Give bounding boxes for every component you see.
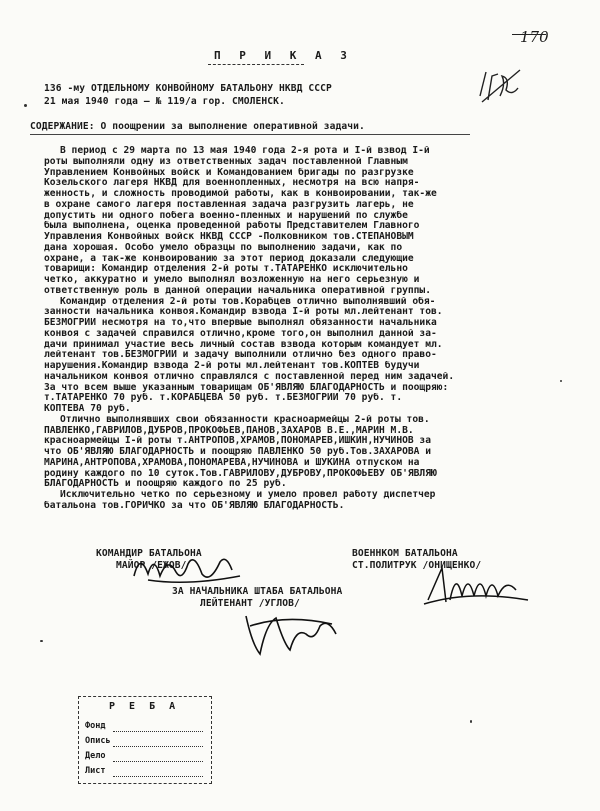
body-line: т.ТАТАРЕНКО 70 руб. т.КОРАБЦЕВА 50 руб. т.БЕЗМОГРИЙ 70 руб. т. xyxy=(44,393,403,404)
body-line: женность, и сложность проводимой работы, как в конвоировании, так-же xyxy=(44,189,437,199)
body-line: начальником конвоя отлично справлялся с поставленной перед ним задачей. xyxy=(44,371,455,382)
staff-chief-name: ЛЕЙТЕНАНТ /УГЛОВ/ xyxy=(200,598,300,609)
body-line: лейтенант тов.БЕЗМОГРИЙ и задачу выполнили отлично без одного право- xyxy=(44,350,437,361)
body-line: КОПТЕВА 70 руб. xyxy=(44,404,131,414)
commander-title: КОМАНДИР БАТАЛЬОНА xyxy=(96,548,202,559)
body-line: охране, а так-же конвоированию за этот период доказали следующие xyxy=(44,253,414,264)
body-line: родину каждого по 10 суток.Тов.ГАВРИЛОВУ,ДУБРОВУ,ПРОКОФЬЕВУ ОБ'ЯВЛЯЮ xyxy=(44,468,437,479)
body-line: Командир отделения 2-й роты тов.Корабцев отлично выполнявший обя- xyxy=(60,296,436,307)
archive-stamp xyxy=(78,696,212,784)
body-line: Управления Конвойных войск НКВД СССР -Полковником тов.СТЕПАНОВЫМ xyxy=(44,232,414,242)
archive-stamp-delo-line xyxy=(113,761,203,762)
archive-stamp-list-label: Лист xyxy=(85,766,106,776)
archive-stamp-opis-line xyxy=(113,746,203,747)
body-line: занности начальника конвоя.Командир взвода I-й роты мл.лейтенант тов. xyxy=(44,307,443,318)
body-line: батальона тов.ГОРИЧКО за что ОБ'ЯВЛЯЮ БЛАГОДАРНОСТЬ. xyxy=(44,500,345,511)
archive-stamp-fond-label: Фонд xyxy=(85,721,106,731)
staff-chief-title: ЗА НАЧАЛЬНИКА ШТАБА БАТАЛЬОНА xyxy=(172,586,343,597)
handwritten-margin-number xyxy=(476,66,524,106)
commissar-name: СТ.ПОЛИТРУК /ОНИЩЕНКО/ xyxy=(352,560,482,571)
page-number: 170 xyxy=(520,28,549,46)
copy-speck xyxy=(24,104,27,107)
order-subject: СОДЕРЖАНИЕ: О поощрении за выполнение оперативной задачи. xyxy=(30,121,365,132)
body-line: Козельского лагеря НКВД для военнопленных, несмотря на всю напря- xyxy=(44,178,420,189)
body-line: дана хорошая. Особо умело образцы по выполнению задачи, как по xyxy=(44,242,403,253)
body-line: роты выполняли одну из ответственных задач поставленной Главным xyxy=(44,156,408,167)
body-line: четко, аккуратно и умело выполнял возложенную на него серьезную и xyxy=(44,275,420,285)
body-line: Отлично выполнявших свои обязанности красноармейцы 2-й роты тов. xyxy=(60,414,430,425)
order-body xyxy=(44,146,574,512)
commander-name: МАЙОР /ЕЖОВ/ xyxy=(116,560,187,571)
body-line: товарищи: Командир отделения 2-й роты т.ТАТАРЕНКО исключительно xyxy=(44,264,408,275)
body-line: МАРИНА,АНТРОПОВА,ХРАМОВА,ПОНОМАРЕВА,НУЧИНОВА и ШУКИНА отпуском на xyxy=(44,457,420,468)
body-line: конвоя с задачей справился отлично,кроме того,он выполнил данной за- xyxy=(44,328,437,339)
body-line: в охране самого лагеря поставленная задача разгрузить лагерь, не xyxy=(44,199,414,210)
body-line: что ОБ'ЯВЛЯЮ БЛАГОДАРНОСТЬ и поощряю ПАВЛЕНКО 50 руб.Тов.ЗАХАРОВА и xyxy=(44,447,431,457)
order-header-date: 21 мая 1940 года — № 119/а гор. СМОЛЕНСК. xyxy=(44,96,285,107)
body-line: Управлением Конвойных войск и Командованием бригады по разгрузке xyxy=(44,167,414,178)
body-line: Исключительно четко по серьезному и умело провел работу диспетчер xyxy=(60,490,436,500)
body-line: нарушения.Командир взвода 2-й роты мл.лейтенант тов.КОПТЕВ будучи xyxy=(44,361,420,371)
commissar-title: ВОЕННКОМ БАТАЛЬОНА xyxy=(352,548,458,559)
body-line: В период с 29 марта по 13 мая 1940 года 2-я рота и I-й взвод I-й xyxy=(60,146,430,156)
body-line: дачи принимал участие весь личный состав взвода которым командует мл. xyxy=(44,339,443,350)
body-line: красноармейцы I-й роты т.АНТРОПОВ,ХРАМОВ,ПОНОМАРЕВ,ИШКИН,НУЧИНОВ за xyxy=(44,436,431,447)
archive-stamp-fond-line xyxy=(113,731,203,732)
body-line: БЕЗМОГРИЙ несмотря на то,что впервые выполнял обязанности начальника xyxy=(44,318,437,328)
body-line: БЛАГОДАРНОСТЬ и поощряю каждого по 25 руб. xyxy=(44,479,287,490)
page-number-strike xyxy=(512,34,546,35)
commander-signature xyxy=(128,546,248,588)
archive-stamp-list-line xyxy=(113,776,203,777)
body-line: За что всем выше указанным товарищам ОБ'ЯВЛЯЮ БЛАГОДАРНОСТЬ и поощряю: xyxy=(44,382,449,393)
body-line: ПАВЛЕНКО,ГАВРИЛОВ,ДУБРОВ,ПРОКОФЬЕВ,ПАНОВ,ЗАХАРОВ В.Е.,МАРИН М.В. xyxy=(44,425,414,436)
order-header-unit: 136 -му ОТДЕЛЬНОМУ КОНВОЙНОМУ БАТАЛЬОНУ НКВД СССР xyxy=(44,83,332,94)
archive-stamp-delo-label: Дело xyxy=(85,751,106,761)
copy-speck xyxy=(470,720,472,723)
commissar-signature xyxy=(420,560,532,608)
archive-stamp-title: Р Е Б А xyxy=(109,701,180,712)
body-line: ответственную роль в данной операции начальника оперативной группы. xyxy=(44,285,431,296)
body-line: допустить ни одного побега военно-пленных и нарушений по службе xyxy=(44,210,408,221)
copy-speck xyxy=(560,380,562,382)
archive-stamp-opis-label: Опись xyxy=(85,736,111,746)
copy-speck xyxy=(40,640,43,642)
body-line: была выполнена, оценка проведенной работы Представителем Главного xyxy=(44,221,420,232)
document-title: П Р И К А З xyxy=(214,49,353,62)
staff-chief-signature xyxy=(236,604,346,662)
title-underline xyxy=(208,64,304,65)
subject-underline xyxy=(30,134,470,135)
